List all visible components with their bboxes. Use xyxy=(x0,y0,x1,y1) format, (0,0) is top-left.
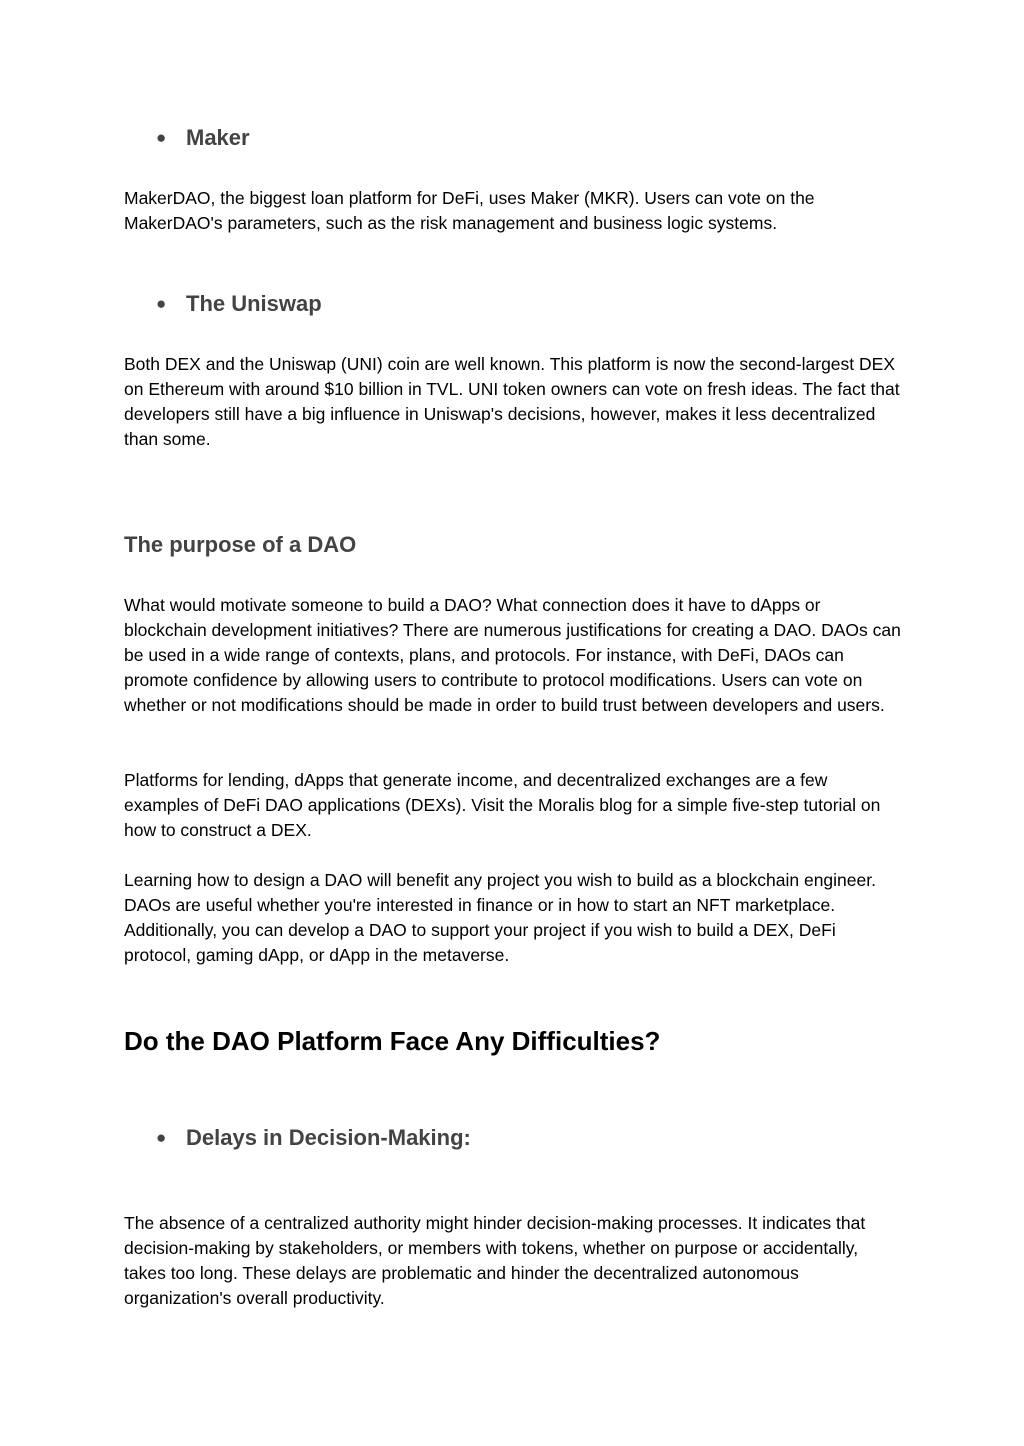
bullet-icon: ● xyxy=(156,294,167,313)
purpose-paragraph-3-block xyxy=(124,868,904,968)
purpose-paragraph-2: Platforms for lending, dApps that generate income, and decentralized exchanges are a few examples of DeFi DAO applications (DEXs). Visit the Moralis blog for a simple five-step tutorial on how to construct a DEX. xyxy=(124,770,881,840)
bullet-icon: ● xyxy=(156,1128,167,1147)
bullet-icon: ● xyxy=(156,128,167,147)
purpose-heading-block xyxy=(124,532,904,558)
delays-paragraph-block xyxy=(124,1211,904,1311)
uniswap-paragraph: Both DEX and the Uniswap (UNI) coin are well known. This platform is now the second-largest DEX on Ethereum with around $10 billion in TVL. UNI token owners can vote on fresh ideas. The fact that developers still have a big influence in Uniswap's decisions, however, makes it less decentralized than some. xyxy=(124,354,900,449)
purpose-heading: The purpose of a DAO xyxy=(124,532,357,557)
maker-paragraph-block xyxy=(124,186,904,236)
maker-bullet-heading xyxy=(156,125,250,151)
uniswap-paragraph-block xyxy=(124,352,904,452)
purpose-paragraph-2-block xyxy=(124,768,904,843)
purpose-paragraph-1: What would motivate someone to build a DAO? What connection does it have to dApps or blockchain development initiatives? There are numerous justifications for creating a DAO. DAOs can be used in a wide range of contexts, plans, and protocols. For instance, with DeFi, DAOs can promote confidence by allowing users to contribute to protocol modifications. Users can vote on whether or not modifications should be made in order to build trust between developers and users. xyxy=(124,595,901,715)
delays-bullet-heading xyxy=(156,1125,471,1151)
maker-paragraph: MakerDAO, the biggest loan platform for DeFi, uses Maker (MKR). Users can vote on the MakerDAO's parameters, such as the risk management and business logic systems. xyxy=(124,188,815,233)
uniswap-heading: The Uniswap xyxy=(186,291,322,316)
difficulties-heading: Do the DAO Platform Face Any Difficulties? xyxy=(124,1026,661,1056)
purpose-paragraph-1-block xyxy=(124,593,904,718)
delays-heading: Delays in Decision-Making: xyxy=(186,1125,471,1150)
delays-paragraph: The absence of a centralized authority might hinder decision-making processes. It indicates that decision-making by stakeholders, or members with tokens, whether on purpose or accidentally, takes too long. These delays are problematic and hinder the decentralized autonomous organization's overall productivity. xyxy=(124,1213,866,1308)
maker-heading: Maker xyxy=(186,125,250,150)
purpose-paragraph-3: Learning how to design a DAO will benefit any project you wish to build as a blockchain engineer. DAOs are useful whether you're interested in finance or in how to start an NFT marketplace. Additionally, you can develop a DAO to support your project if you wish to build a DEX, DeFi protocol, gaming dApp, or dApp in the metaverse. xyxy=(124,870,876,965)
difficulties-heading-block xyxy=(124,1025,904,1057)
uniswap-bullet-heading xyxy=(156,291,322,317)
